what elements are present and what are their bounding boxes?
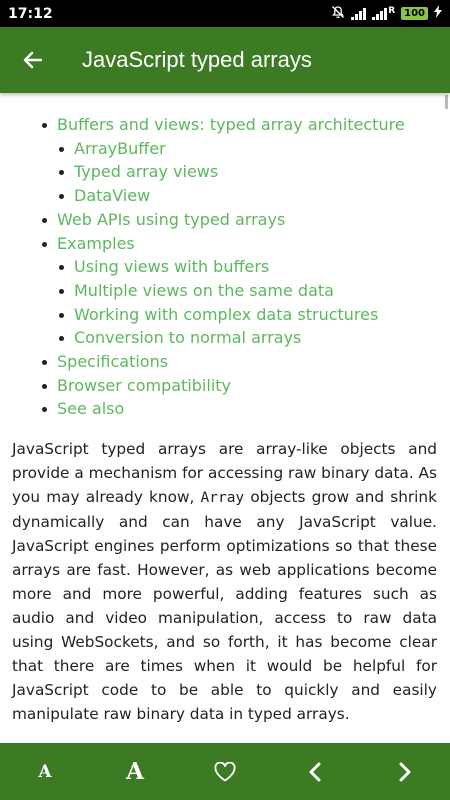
paragraph-text: objects grow and shrink dynamically and can have any JavaScript value. JavaScript engines perform optimizations so that these arrays are fast. However, as web applications become more and more powerful, adding features such as audio and video manipulation, access to raw data using WebSockets, and so forth, it has become clear that there are times when it would be helpful for JavaScript code to be able to quickly and easily manipulate raw binary data in typed arrays.: [12, 488, 437, 724]
toc-section: [40, 232, 450, 351]
toc-section: [40, 208, 450, 232]
favorite-button[interactable]: [195, 743, 255, 800]
toc-section: [40, 113, 450, 208]
toc-link-examples[interactable]: Examples: [40, 232, 450, 256]
toc-link-see-also[interactable]: See also: [40, 397, 450, 421]
table-of-contents: [0, 93, 450, 421]
toc-link-arraybuffer[interactable]: ArrayBuffer: [57, 137, 450, 161]
inline-code: Array: [200, 490, 245, 507]
toc-link-multiple-views[interactable]: Multiple views on the same data: [57, 279, 450, 303]
mute-icon: [331, 5, 345, 23]
bottom-toolbar: [0, 743, 450, 800]
toc-link-typed-array-views[interactable]: Typed array views: [57, 160, 450, 184]
toc-section: [40, 374, 450, 398]
toc-section: [40, 350, 450, 374]
toc-sublist: [40, 137, 450, 208]
increase-font-button[interactable]: [105, 743, 165, 800]
signal-icon: [372, 8, 387, 20]
previous-button[interactable]: [285, 743, 345, 800]
toc-sublist: [40, 255, 450, 350]
toc-link-conversion[interactable]: Conversion to normal arrays: [57, 326, 450, 350]
heart-icon: [214, 762, 236, 782]
status-bar: [0, 0, 450, 27]
back-arrow-icon: [22, 50, 42, 70]
font-small-icon: A: [38, 761, 52, 782]
toc-link-complex-structures[interactable]: Working with complex data structures: [57, 303, 450, 327]
toc-link-buffers-and-views[interactable]: Buffers and views: typed array architecture: [40, 113, 450, 137]
battery-icon: 100: [401, 7, 428, 20]
toc-link-specifications[interactable]: Specifications: [40, 350, 450, 374]
app-bar: [0, 27, 450, 93]
status-time: 17:12: [8, 5, 53, 22]
article-content[interactable]: [0, 93, 450, 743]
toc-link-using-views[interactable]: Using views with buffers: [57, 255, 450, 279]
chevron-right-icon: [398, 762, 412, 782]
back-button[interactable]: [0, 27, 64, 93]
intro-paragraph: [0, 437, 450, 726]
toc-link-web-apis[interactable]: Web APIs using typed arrays: [40, 208, 450, 232]
font-large-icon: A: [126, 758, 144, 785]
charging-icon: [434, 5, 442, 22]
decrease-font-button[interactable]: [15, 743, 75, 800]
roaming-label: R: [388, 5, 396, 16]
toc-section: [40, 397, 450, 421]
signal-icon: [351, 8, 366, 20]
page-title: JavaScript typed arrays: [82, 47, 312, 72]
paragraph-text: JavaScript typed arrays are array-like objects and provide a mechanism for accessing raw binary data. As you may already know,: [12, 440, 437, 507]
scrollbar[interactable]: [445, 95, 448, 109]
status-icons: [331, 5, 442, 23]
next-button[interactable]: [375, 743, 435, 800]
toc-link-dataview[interactable]: DataView: [57, 184, 450, 208]
toc-link-browser-compat[interactable]: Browser compatibility: [40, 374, 450, 398]
chevron-left-icon: [308, 762, 322, 782]
